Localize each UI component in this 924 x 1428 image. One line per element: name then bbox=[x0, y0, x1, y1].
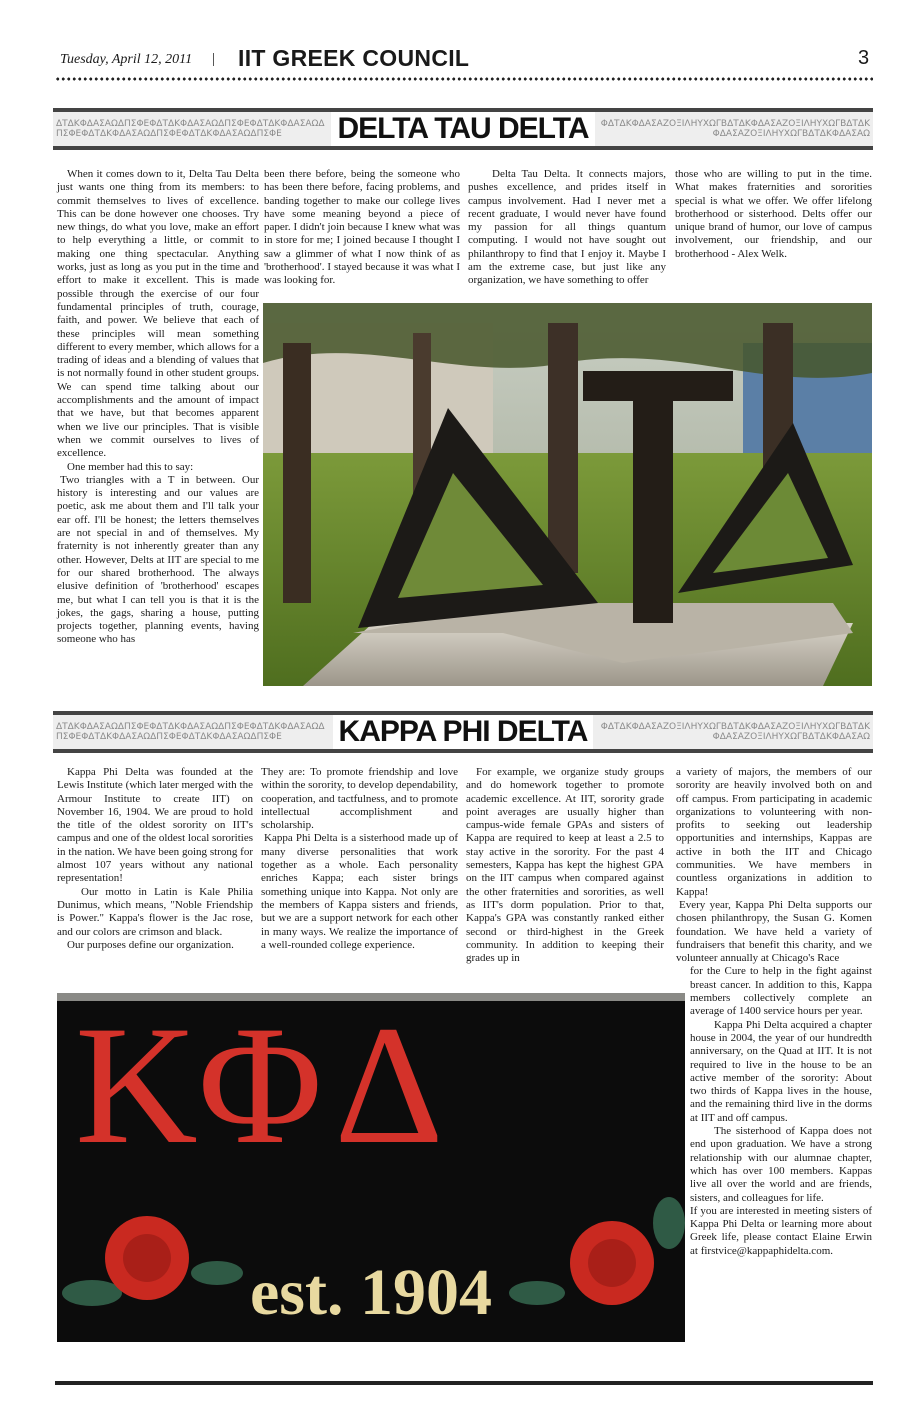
greek-letter-pattern: ΦΔΤΔΚΦΔΑΣΑΖΟΞΙΛΗΥΧΩΓΒΔΤΔΚΦΔΑΣΑΖΟΞΙΛΗΥΧΩΓΒΔΤΔΚΦΔΑΣΑΖΟΞΙΛΗΥΧΩΓΒΔΤΔΚΦΔΑΣΑΩ bbox=[600, 722, 870, 742]
article-column bbox=[264, 168, 460, 288]
paragraph: Kappa Phi Delta acquired a chapter house in 2004, the year of our hundredth anniversary, on the Quad at IIT. It is not required to live in the house to be an active member of the sorority: About two thirds of Kappa lives in the house, and the remaining third live in the dorms at IIT and off campus. bbox=[690, 1018, 872, 1124]
paragraph: Our motto in Latin is Kale Philia Dunimus, which means, "Noble Friendship is Power." Kappa's flower is the Jac rose, and our colors are crimson and black. bbox=[57, 885, 253, 938]
article-column-continued bbox=[690, 965, 872, 1258]
section-banner-kappa-phi-delta bbox=[53, 711, 873, 753]
article-column bbox=[261, 766, 458, 952]
article-column bbox=[468, 168, 666, 288]
paragraph: a variety of majors, the members of our sorority are heavily involved both on and off campus. From participating in academic organizations to volunteering with non-profits to seeking out leadership opportunities and internships, Kappas are active in both the IIT and Chicago communities. We have members in countless organizations in addition to Kappa! bbox=[676, 766, 872, 898]
greek-letter-pattern: ΔΤΔΚΦΔΑΣΑΩΔΠΣΦΕΦΔΤΔΚΦΔΑΣΑΩΔΠΣΦΕΦΔΤΔΚΦΔΑΣΑΩΔΠΣΦΕΦΔΤΔΚΦΔΑΣΑΩΔΠΣΦΕΦΔΤΔΚΦΔΑΣΑΩΔΠΣΦΕ bbox=[56, 722, 325, 742]
paragraph: For example, we organize study groups and do homework together to promote academic excellence. At IIT, sorority grade point averages are usually higher than campus-wide female GPAs and sisters of Kappa are required to keep at least a 2.5 to stay active in the sorority. For the past 4 semesters, Kappa has kept the highest GPA on the IIT campus when compared against the other fraternities and sororities, as well as IIT's dorm population. Prior to that, Kappa's GPA was constantly ranked either second or third-highest in the Greek community. In addition to keeping their grades up in bbox=[466, 766, 664, 965]
paragraph: been there before, being the someone who has been there before, facing problems, and banding together to make our college lives have some meaning beyond a piece of paper. I didn't join because I knew what was in store for me; I joined because I thought I saw a glimmer of what I now think of as 'brotherhood'. I stayed because it was what I was looking for. bbox=[264, 168, 460, 287]
paragraph: for the Cure to help in the fight against breast cancer. In addition to this, Kappa members collectively complete an average of 1400 service hours per year. bbox=[690, 965, 872, 1018]
publication-title: IIT GREEK COUNCIL bbox=[238, 45, 470, 71]
rose-icon bbox=[57, 993, 685, 1342]
paragraph: When it comes down to it, Delta Tau Delta just wants one thing from its members: to commit themselves to lives of excellence. This can be done however one chooses. Try new things, do what you love, make an effort to help everything a little, or commit to making one thing spectacular. Anything works, just as long as you put in the time and effort to make it excellent. This is made possible through the exercise of our four fundamental principles of truth, courage, faith, and power. We believe that each of these principles will mean something different to every member, which allows for a trading of ideas and a blending of values that is not normally found in other student groups. We can spend time talking about our accomplishments and the amount of impact that we have, but that becomes apparent when we live our principles. That is visible when we commit ourselves to lives of excellence. bbox=[57, 168, 259, 460]
paragraph: The sisterhood of Kappa does not end upon graduation. We have a strong relationship with our alumnae chapter, which has over 100 members. Kappas live all over the world and are friends, sisters, and colleagues for life. bbox=[690, 1125, 872, 1204]
paragraph: Two triangles with a T in between. Our history is interesting and our values are poetic, ask me about them and I'll talk your ear off. I'll be honest; the letters themselves are not special in and of themselves. My fraternity is not inherently greater than any other. However, Delts at IIT are special to me for our shared brotherhood. The always elusive definition of 'brotherhood' escapes me, but what I can tell you is that it is the jokes, the gags, sharing a house, putting projects together, planning events, having someone who has bbox=[57, 473, 259, 646]
paragraph: If you are interested in meeting sisters of Kappa Phi Delta or learning more about Greek life, please contact Elaine Erwin at firstvice@kappaphidelta.com. bbox=[690, 1204, 872, 1257]
article-column bbox=[675, 168, 872, 261]
greek-letter-pattern: ΦΔΤΔΚΦΔΑΣΑΖΟΞΙΛΗΥΧΩΓΒΔΤΔΚΦΔΑΣΑΖΟΞΙΛΗΥΧΩΓΒΔΤΔΚΦΔΑΣΑΖΟΞΙΛΗΥΧΩΓΒΔΤΔΚΦΔΑΣΑΩ bbox=[600, 119, 870, 139]
delta-tau-delta-letters-photo bbox=[263, 303, 872, 686]
section-banner-delta-tau-delta bbox=[53, 108, 873, 150]
sign-greek-letters: ΚΦΔ bbox=[75, 993, 456, 1179]
section-title: DELTA TAU DELTA bbox=[331, 112, 594, 146]
paragraph: those who are willing to put in the time. What makes fraternities and sororities special is what we offer. We offer lifelong brotherhood or sisterhood. Delts offer our unique brand of humor, our love of campus involvement, our friendship, and our brotherhood - Alex Welk. bbox=[675, 168, 872, 260]
article-column bbox=[466, 766, 664, 965]
paragraph: One member had this to say: bbox=[67, 460, 194, 473]
kappa-phi-delta-sign-photo bbox=[57, 993, 685, 1342]
dotted-divider bbox=[55, 76, 873, 82]
issue-date: Tuesday, April 12, 2011 bbox=[60, 52, 193, 67]
header-separator: | bbox=[212, 51, 216, 67]
paragraph: They are: To promote friendship and love within the sorority, to develop dependability, cooperation, and tactfulness, and to promote intellectual accomplishment and scholarship. bbox=[261, 766, 458, 832]
article-column bbox=[57, 766, 253, 952]
greek-letter-pattern: ΔΤΔΚΦΔΑΣΑΩΔΠΣΦΕΦΔΤΔΚΦΔΑΣΑΩΔΠΣΦΕΦΔΤΔΚΦΔΑΣΑΩΔΠΣΦΕΦΔΤΔΚΦΔΑΣΑΩΔΠΣΦΕΦΔΤΔΚΦΔΑΣΑΩΔΠΣΦΕ bbox=[56, 119, 325, 139]
page-number: 3 bbox=[858, 47, 870, 69]
paragraph: Kappa Phi Delta is a sisterhood made up of many diverse personalities that work together as a whole. Each personality enriches Kappa; each sister brings something unique into Kappa. Not only are the members of Kappa sisters and friends, but we are a support network for each other in many ways. We realize the importance of a well-rounded college experience. bbox=[261, 832, 458, 951]
paragraph: Our purposes define our organization. bbox=[67, 938, 234, 951]
paragraph: Delta Tau Delta. It connects majors, pushes excellence, and prides itself in campus involvement. Had I never met a recent graduate, I would never have found my passion for all things quantum computing. I would not have sought out philanthropy to find that I enjoy it. Maybe I am the extreme case, but just like any organization, we have something to offer bbox=[468, 168, 666, 287]
article-column bbox=[676, 766, 872, 1258]
article-column bbox=[57, 168, 259, 647]
bottom-rule bbox=[55, 1381, 873, 1385]
section-title: KAPPA PHI DELTA bbox=[333, 715, 594, 749]
sign-established-year: est. 1904 bbox=[250, 1256, 492, 1329]
paragraph: Kappa Phi Delta was founded at the Lewis Institute (which later merged with the Armour Institute to create IIT) on November 16, 1904. We are proud to hold the title of the oldest sorority on IIT's campus and one of the oldest local sororities in the nation. We have been going strong for almost 107 years without any national representation! bbox=[57, 766, 253, 885]
paragraph: Every year, Kappa Phi Delta supports our chosen philanthropy, the Susan G. Komen foundation. We have held a variety of fundraisers that benefit this charity, and we volunteer annually at Chicago's Race bbox=[676, 898, 872, 965]
